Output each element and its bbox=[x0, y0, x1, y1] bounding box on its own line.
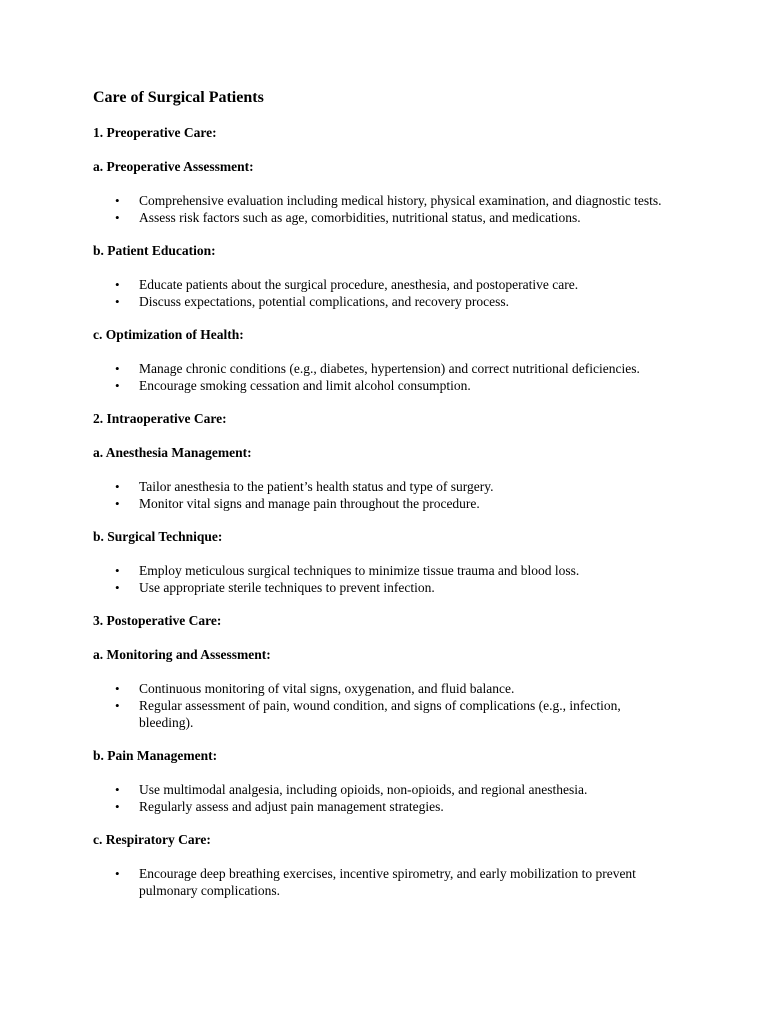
section-heading-preoperative: 1. Preoperative Care: bbox=[93, 125, 217, 140]
bullet-list bbox=[93, 781, 678, 815]
list-item: • Use appropriate sterile techniques to prevent infection. bbox=[139, 579, 678, 596]
subsection-heading-patient-education: b. Patient Education: bbox=[93, 243, 216, 258]
subsection-heading-anesthesia-management: a. Anesthesia Management: bbox=[93, 445, 252, 460]
subsection-heading-monitoring-and-assessment: a. Monitoring and Assessment: bbox=[93, 647, 271, 662]
list-item: • Tailor anesthesia to the patient’s health status and type of surgery. bbox=[139, 478, 678, 495]
list-item: • Encourage deep breathing exercises, incentive spirometry, and early mobilization to prevent pulmonary complications. bbox=[139, 865, 678, 899]
bullet-list bbox=[93, 680, 678, 731]
bullet-list bbox=[93, 562, 678, 596]
bullet-list bbox=[93, 276, 678, 310]
bullet-list bbox=[93, 865, 678, 899]
list-item: • Assess risk factors such as age, comorbidities, nutritional status, and medications. bbox=[139, 209, 678, 226]
section-heading-intraoperative: 2. Intraoperative Care: bbox=[93, 411, 227, 426]
list-item: • Employ meticulous surgical techniques to minimize tissue trauma and blood loss. bbox=[139, 562, 678, 579]
list-item: • Regular assessment of pain, wound condition, and signs of complications (e.g., infection, bleeding). bbox=[139, 697, 678, 731]
bullet-list bbox=[93, 192, 678, 226]
list-item: • Comprehensive evaluation including medical history, physical examination, and diagnostic tests. bbox=[139, 192, 678, 209]
list-item: • Discuss expectations, potential complications, and recovery process. bbox=[139, 293, 678, 310]
list-item: • Encourage smoking cessation and limit alcohol consumption. bbox=[139, 377, 678, 394]
subsection-heading-respiratory-care: c. Respiratory Care: bbox=[93, 832, 211, 847]
bullet-list bbox=[93, 478, 678, 512]
list-item: • Monitor vital signs and manage pain throughout the procedure. bbox=[139, 495, 678, 512]
list-item: • Manage chronic conditions (e.g., diabetes, hypertension) and correct nutritional deficiencies. bbox=[139, 360, 678, 377]
document-title: Care of Surgical Patients bbox=[93, 89, 264, 106]
list-item: • Regularly assess and adjust pain management strategies. bbox=[139, 798, 678, 815]
section-heading-postoperative: 3. Postoperative Care: bbox=[93, 613, 222, 628]
list-item: • Continuous monitoring of vital signs, oxygenation, and fluid balance. bbox=[139, 680, 678, 697]
list-item: • Use multimodal analgesia, including opioids, non-opioids, and regional anesthesia. bbox=[139, 781, 678, 798]
bullet-list bbox=[93, 360, 678, 394]
list-item: • Educate patients about the surgical procedure, anesthesia, and postoperative care. bbox=[139, 276, 678, 293]
subsection-heading-surgical-technique: b. Surgical Technique: bbox=[93, 529, 223, 544]
subsection-heading-optimization-of-health: c. Optimization of Health: bbox=[93, 327, 244, 342]
subsection-heading-pain-management: b. Pain Management: bbox=[93, 748, 218, 763]
subsection-heading-preoperative-assessment: a. Preoperative Assessment: bbox=[93, 159, 254, 174]
